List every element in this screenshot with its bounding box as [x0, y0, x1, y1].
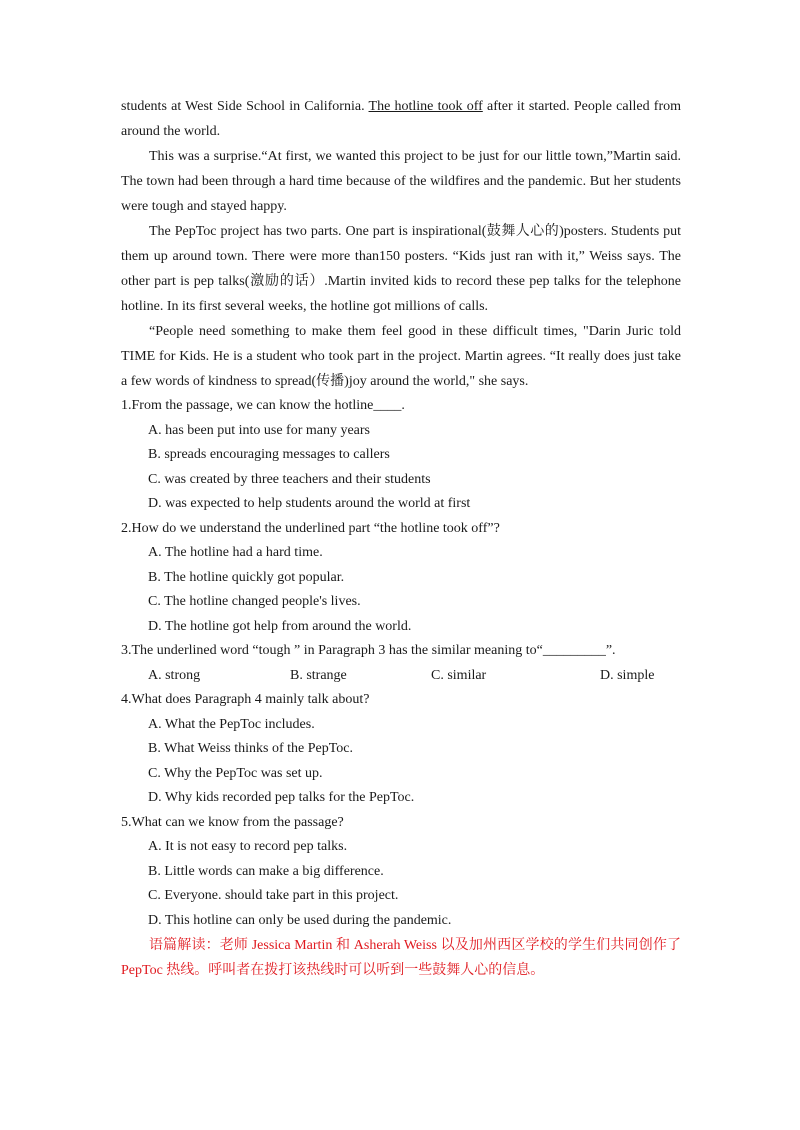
passage-paragraph-1: [121, 94, 681, 144]
question-stem: 5.What can we know from the passage?: [121, 814, 344, 830]
option-b: B. What Weiss thinks of the PepToc.: [148, 741, 354, 756]
passage-text: students at West Side School in California.: [121, 99, 369, 114]
question-stem: 1.From the passage, we can know the hotline____.: [121, 398, 405, 413]
option-b: B. The hotline quickly got popular.: [148, 569, 345, 585]
question-5: [121, 811, 681, 934]
option-a: A. strong: [148, 667, 201, 683]
option-d: D. The hotline got help from around the world.: [148, 618, 412, 634]
option-c: C. The hotline changed people's lives.: [148, 594, 361, 609]
passage-text: after it started. People called from around the world.: [121, 99, 682, 139]
question-4: [121, 688, 681, 811]
question-stem: 4.What does Paragraph 4 mainly talk about?: [121, 692, 370, 707]
option-a: A. The hotline had a hard time.: [148, 545, 323, 560]
option-c: C. similar: [431, 667, 487, 683]
option-d: D. This hotline can only be used during the pandemic.: [148, 912, 452, 928]
question-3: [121, 639, 681, 688]
option-a: A. What the PepToc includes.: [148, 716, 315, 732]
option-a: A. It is not easy to record pep talks.: [148, 839, 348, 854]
option-c: C. Why the PepToc was set up.: [148, 765, 323, 781]
underlined-phrase: The hotline took off: [368, 99, 483, 114]
passage-paragraph-3: The PepToc project has two parts. One part is inspirational(鼓舞人心的)posters. Students put them up around town. There were more than150 posters. “Kids just ran with it,” Weiss says. The other part is pep talks(激励的话）.Martin invited kids to record these pep talks for the telephone hotline. In its first several weeks, the hotline got millions of calls.: [121, 224, 681, 314]
option-a: A. has been put into use for many years: [148, 422, 370, 438]
passage-analysis: 语篇解读：老师 Jessica Martin 和 Asherah Weiss 以及加州西区学校的学生们共同创作了 PepToc 热线。呼叫者在拨打该热线时可以听到一些鼓舞人心的信息。: [121, 938, 681, 978]
question-2: [121, 517, 681, 640]
options-row: [148, 664, 681, 689]
option-d: D. Why kids recorded pep talks for the PepToc.: [148, 790, 415, 805]
question-1: [121, 394, 681, 517]
option-b: B. spreads encouraging messages to callers: [148, 447, 390, 462]
passage-paragraph-2: This was a surprise.“At first, we wanted this project to be just for our little town,”Martin said. The town had been through a hard time because of the wildfires and the pandemic. But her students were tough and stayed happy.: [121, 149, 681, 214]
option-d: D. simple: [600, 667, 655, 683]
option-d: D. was expected to help students around the world at first: [148, 496, 471, 511]
document-page: [121, 94, 681, 983]
option-b: B. Little words can make a big difference.: [148, 863, 384, 879]
option-b: B. strange: [290, 667, 347, 683]
option-c: C. Everyone. should take part in this project.: [148, 888, 399, 903]
option-c: C. was created by three teachers and their students: [148, 471, 431, 487]
question-stem: 2.How do we understand the underlined part “the hotline took off”?: [121, 520, 500, 536]
passage-paragraph-4: “People need something to make them feel good in these difficult times, "Darin Juric told TIME for Kids. He is a student who took part in the project. Martin agrees. “It really does just take a few words of kindness to spread(传播)joy around the world," she says.: [121, 324, 681, 389]
question-stem: 3.The underlined word “tough ” in Paragraph 3 has the similar meaning to“_________”.: [121, 643, 616, 658]
